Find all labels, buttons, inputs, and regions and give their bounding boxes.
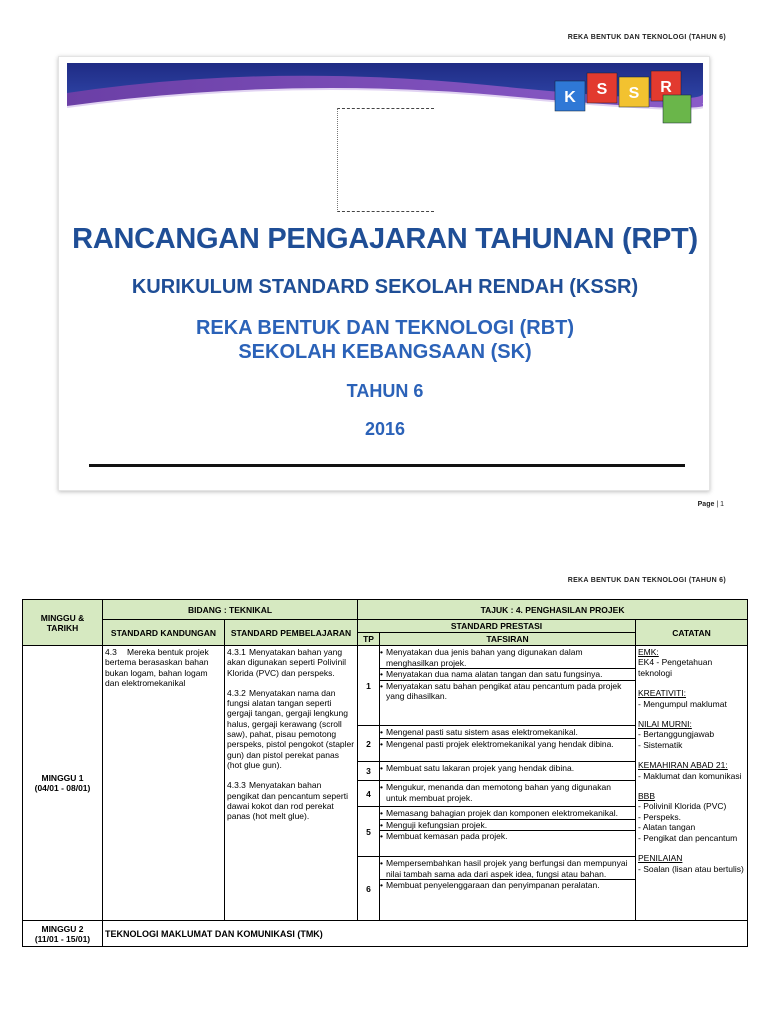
year-level: TAHUN 6	[346, 381, 424, 401]
header-standard-pembelajaran: STANDARD PEMBELAJARAN	[225, 620, 358, 646]
tp-6: 6	[358, 857, 380, 921]
subject-name: REKA BENTUK DAN TEKNOLOGI (RBT)	[195, 317, 575, 339]
logo-placeholder	[337, 108, 434, 212]
tafsiran-item: • Memasang bahagian projek dan komponen elektromekanikal.	[380, 808, 635, 820]
tafsiran-item: • Membuat penyelenggaraan dan penyimpanan peralatan.	[380, 880, 635, 891]
tp-3: 3	[358, 762, 380, 781]
tafsiran-item: • Mengukur, menanda dan memotong bahan yang digunakan untuk membuat projek.	[380, 782, 635, 803]
running-header: REKA BENTUK DAN TEKNOLOGI (TAHUN 6)	[567, 34, 726, 41]
standard-kandungan-cell: 4.3 Mereka bentuk projek bertema berasaskan bahan bukan logam, bahan logam dan elektromekanikal	[103, 646, 225, 921]
page-title: RANCANGAN PENGAJARAN TAHUNAN (RPT)	[72, 223, 698, 255]
tafsiran-tp4	[380, 781, 636, 807]
rpt-table	[22, 599, 748, 947]
divider	[89, 464, 685, 467]
page-number: Page | 1	[697, 501, 724, 508]
tafsiran-tp5	[380, 807, 636, 857]
header-standard-prestasi: STANDARD PRESTASI	[358, 620, 636, 633]
header-standard-kandungan: STANDARD KANDUNGAN	[103, 620, 225, 646]
running-header-2: REKA BENTUK DAN TEKNOLOGI (TAHUN 6)	[567, 577, 726, 584]
tp-5: 5	[358, 807, 380, 857]
tafsiran-item: • Menguji kefungsian projek.	[380, 820, 635, 832]
tafsiran-item: • Menyatakan satu bahan pengikat atau pencantum pada projek yang dihasilkan.	[380, 681, 635, 702]
tafsiran-tp3	[380, 762, 636, 781]
curriculum-subtitle: KURIKULUM STANDARD SEKOLAH RENDAH (KSSR)	[131, 276, 639, 298]
block-letter-k: K	[564, 89, 576, 106]
header-tafsiran: TAFSIRAN	[380, 633, 636, 646]
tafsiran-item: • Menyatakan dua jenis bahan yang digunakan dalam menghasilkan projek.	[380, 647, 635, 669]
year: 2016	[364, 419, 406, 439]
tp-4: 4	[358, 781, 380, 807]
standard-pembelajaran-cell: 4.3.1 Menyatakan bahan yang akan digunakan seperti Polivinil Klorida (PVC) dan perspeks. 4.3.2 Menyatakan nama dan fungsi alatan tangan seperti gergaji tangan, gergaji lengkung halus, gergaji kerawang (scroll saw), pahat, pisau pemotong perspeks, pistol pengokot (stapler gun) dan pistol perekat panas (hot glue gun). 4.3.3 Menyatakan bahan pengikat dan pencantum seperti dawai kokot dan rod perekat panas (hot melt glue).	[225, 646, 358, 921]
tafsiran-tp1	[380, 646, 636, 726]
tafsiran-item: • Mempersembahkan hasil projek yang berfungsi dan mempunyai nilai tambah sama ada dari aspek idea, fungsi atau bahan.	[380, 858, 635, 880]
tafsiran-item: • Membuat satu lakaran projek yang hendak dibina.	[380, 763, 635, 774]
school-type: SEKOLAH KEBANGSAAN (SK)	[238, 341, 532, 363]
block-letter-s1: S	[596, 81, 608, 98]
tp-2: 2	[358, 726, 380, 762]
tafsiran-item: • Mengenal pasti satu sistem asas elektromekanikal.	[380, 727, 635, 739]
tafsiran-item: • Membuat kemasan pada projek.	[380, 831, 635, 842]
week2-topic: TEKNOLOGI MAKLUMAT DAN KOMUNIKASI (TMK)	[103, 921, 748, 947]
cover-page	[58, 56, 710, 491]
block-letter-s2: S	[628, 85, 640, 102]
week-cell: MINGGU 1 (04/01 - 08/01)	[23, 646, 103, 921]
block-letter-r: R	[660, 79, 672, 96]
tafsiran-tp2	[380, 726, 636, 762]
tafsiran-item: • Menyatakan dua nama alatan tangan dan satu fungsinya.	[380, 669, 635, 681]
header-tajuk: TAJUK : 4. PENGHASILAN PROJEK	[358, 600, 748, 620]
header-minggu: MINGGU & TARIKH	[23, 600, 103, 646]
header-bidang: BIDANG : TEKNIKAL	[103, 600, 358, 620]
week-cell-2: MINGGU 2 (11/01 - 15/01)	[23, 921, 103, 947]
tafsiran-tp6	[380, 857, 636, 921]
tp-1: 1	[358, 646, 380, 726]
tafsiran-item: • Mengenal pasti projek elektromekanikal yang hendak dibina.	[380, 739, 635, 750]
header-catatan: CATATAN	[636, 620, 748, 646]
catatan-cell: EMK: EK4 - Pengetahuan teknologi KREATIVITI: - Mengumpul maklumat NILAI MURNI: - Bertanggungjawab - Sistematik KEMAHIRAN ABAD 21: - Maklumat dan komunikasi BBB - Polivinil Klorida (PVC) - Perspeks. - Alatan tangan - Pengikat dan pencantum PENILAIAN - Soalan (lisan atau bertulis)	[636, 646, 748, 921]
header-tp: TP	[358, 633, 380, 646]
